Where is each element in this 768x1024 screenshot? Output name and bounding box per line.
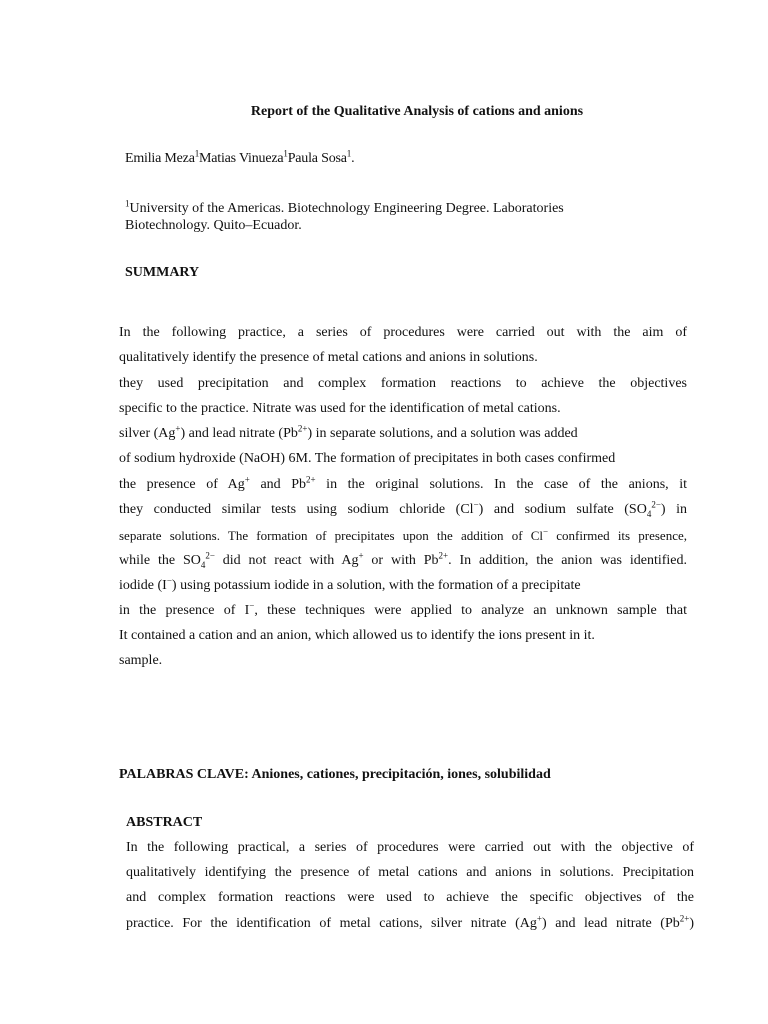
summary-line: qualitatively identify the presence of metal cations and anions in solutions. [119,350,538,365]
abstract-heading: ABSTRACT [126,815,203,830]
charge-superscript: 2− [651,499,661,510]
summary-line [119,499,687,519]
summary-text: the presence of Ag [119,477,245,492]
summary-line: specific to the practice. Nitrate was used for the identification of metal cations. [119,401,561,416]
summary-line: In the following practice, a series of procedures were carried out with the aim of [119,325,687,340]
charge-superscript: − [249,600,255,611]
author-affiliation-mark: 1 [283,148,288,159]
charge-superscript: + [244,474,250,485]
subscript: 4 [646,508,652,519]
document-title: Report of the Qualitative Analysis of cations and anions [250,104,584,119]
summary-text: or with Pb [363,553,439,568]
keywords-line [119,767,551,783]
author-name: Emilia Meza [125,151,195,166]
summary-text: ) and sodium sulfate (SO [478,502,647,517]
summary-text: ) using potassium iodide in a solution, with the formation of a precipitate [171,578,581,593]
summary-text: separate solutions. The formation of precipitates upon the addition of Cl [119,528,543,543]
charge-superscript: − [166,575,172,586]
summary-line: of sodium hydroxide (NaOH) 6M. The formation of precipitates in both cases confirmed [119,451,616,466]
author-name: Paula Sosa [287,151,347,166]
charge-superscript: 2+ [679,913,690,924]
abstract-text: ) [689,916,694,931]
summary-line [119,575,687,594]
summary-text: , these techniques were applied to analyze an unknown sample that [254,603,687,618]
summary-text: confirmed its presence, [548,528,687,543]
summary-text: ) in separate solutions, and a solution was added [307,426,578,441]
author-affiliation-mark: 1 [346,148,352,159]
subscript: 4 [200,559,206,570]
summary-line: sample. [119,653,163,668]
author-name: Matias Vinueza [199,151,284,166]
charge-superscript: + [175,423,181,434]
summary-heading: SUMMARY [125,265,200,280]
summary-text: . In addition, the anion was identified. [448,553,687,568]
affiliation-text: University of the Americas. Biotechnology Engineering Degree. Laboratories [129,201,564,216]
abstract-line [126,913,694,932]
abstract-line: qualitatively identifying the presence of metal cations and anions in solutions. Precipitation [126,865,694,880]
summary-line [119,474,687,493]
affiliation-mark: 1 [125,198,130,209]
charge-superscript: − [473,499,479,510]
summary-text: while the SO [119,553,201,568]
affiliation-line: Biotechnology. Quito–Ecuador. [125,218,302,233]
keywords-text: Aniones, cationes, precipitación, iones, solubilidad [248,767,551,782]
summary-line: they used precipitation and complex formation reactions to achieve the objectives [119,376,687,391]
charge-superscript: 2− [205,550,215,561]
summary-line [119,600,687,619]
summary-line [119,550,687,570]
summary-text: in the original solutions. In the case of the anions, it [315,477,687,492]
abstract-text: practice. For the identification of metal cations, silver nitrate (Ag [126,916,537,931]
summary-line [119,528,687,544]
keywords-label: PALABRAS CLAVE: [119,767,249,782]
author-list [125,148,355,167]
summary-text: and Pb [249,477,307,492]
summary-text: ) in [660,502,687,517]
abstract-line: and complex formation reactions were used to achieve the specific objectives of the [126,890,694,905]
author-affiliation-mark: 1 [194,148,200,159]
summary-line: It contained a cation and an anion, which allowed us to identify the ions present in it. [119,628,595,643]
charge-superscript: − [543,526,549,537]
affiliation-line [125,198,564,217]
charge-superscript: 2+ [306,474,316,485]
summary-text: in the presence of I [119,603,250,618]
abstract-text: ) and lead nitrate (Pb [541,916,680,931]
summary-text: did not react with Ag [214,553,359,568]
summary-line [119,423,687,442]
summary-text: iodide (I [119,578,167,593]
charge-superscript: 2+ [297,423,308,434]
summary-text: ) and lead nitrate (Pb [180,426,298,441]
charge-superscript: + [358,550,364,561]
author-list-end: . [351,151,355,166]
summary-text: they conducted similar tests using sodium chloride (Cl [119,502,474,517]
abstract-line: In the following practical, a series of procedures were carried out with the objective of [126,840,694,855]
summary-text: silver (Ag [119,426,176,441]
charge-superscript: + [536,913,542,924]
charge-superscript: 2+ [438,550,449,561]
